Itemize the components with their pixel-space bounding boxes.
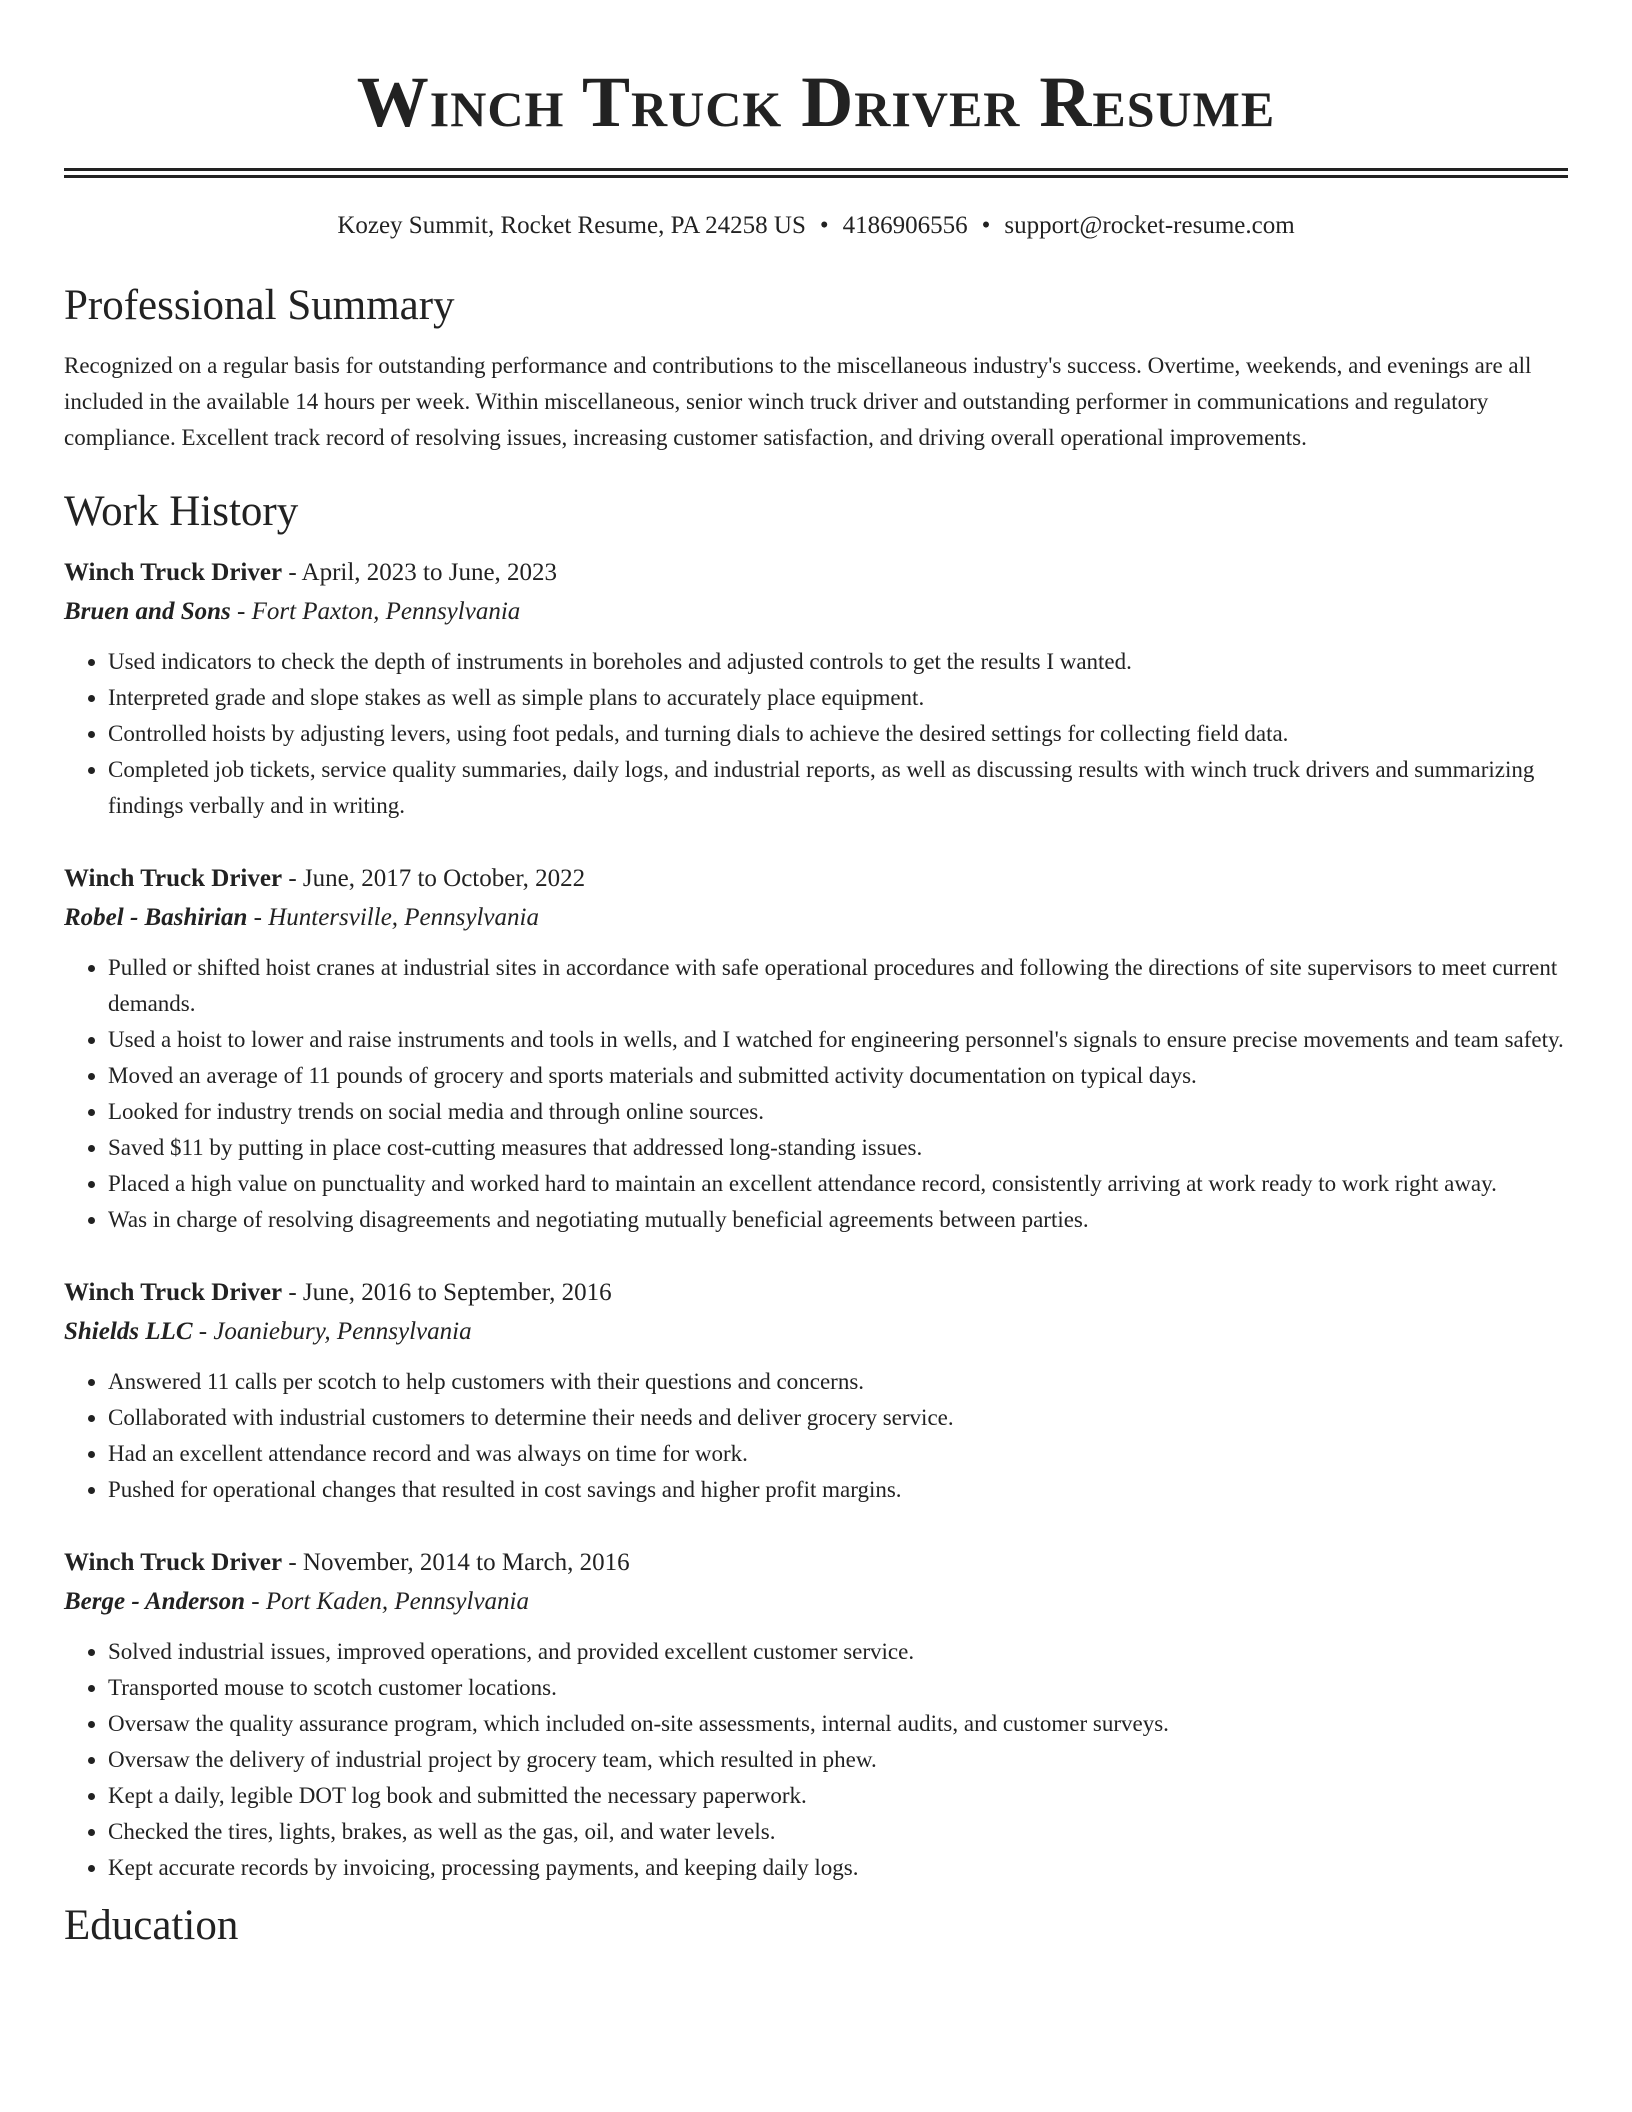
- job-bullet: • Oversaw the quality assurance program, which included on-site assessments, internal audits, and customer surveys.: [108, 1706, 1568, 1742]
- job-title: Winch Truck Driver: [64, 1279, 283, 1306]
- job-bullet: • Oversaw the delivery of industrial project by grocery team, which resulted in phew.: [108, 1742, 1568, 1778]
- job-title: Winch Truck Driver: [64, 865, 283, 892]
- company-name: Berge - Anderson: [64, 1588, 246, 1615]
- company-line: [64, 898, 1568, 938]
- job-entry: [64, 1544, 1568, 1886]
- company-name: Shields LLC: [64, 1318, 193, 1345]
- job-bullets: [64, 950, 1568, 1238]
- job-dash: -: [282, 559, 302, 586]
- summary-heading: Professional Summary: [64, 282, 455, 329]
- contact-separator: •: [819, 212, 829, 239]
- job-dash: -: [282, 1549, 303, 1576]
- company-line: [64, 592, 1568, 632]
- job-dates: April, 2023 to June, 2023: [301, 559, 558, 586]
- job-bullet: • Placed a high value on punctuality and worked hard to maintain an excellent attendance record, consistently arriving at work ready to work right away.: [108, 1166, 1568, 1202]
- job-dates: June, 2016 to September, 2016: [302, 1279, 612, 1306]
- job-bullet: • Saved $11 by putting in place cost-cutting measures that addressed long-standing issues.: [108, 1130, 1568, 1166]
- work-history-list: [64, 554, 1568, 1886]
- job-title: Winch Truck Driver: [64, 1549, 283, 1576]
- contact-address: Kozey Summit, Rocket Resume, PA 24258 US: [337, 212, 806, 239]
- work-history-heading: Work History: [64, 488, 299, 535]
- contact-separator: •: [981, 212, 991, 239]
- job-bullet: • Moved an average of 11 pounds of grocery and sports materials and submitted activity documentation on typical days.: [108, 1058, 1568, 1094]
- job-title-line: [64, 860, 1568, 898]
- contact-email: support@rocket-resume.com: [1004, 212, 1295, 239]
- job-bullets: [64, 644, 1568, 824]
- job-bullet: • Used indicators to check the depth of instruments in boreholes and adjusted controls to get the results I wanted.: [108, 644, 1568, 680]
- company-location: Joaniebury, Pennsylvania: [213, 1318, 472, 1345]
- job-bullet: • Answered 11 calls per scotch to help customers with their questions and concerns.: [108, 1364, 1568, 1400]
- job-entry: [64, 554, 1568, 824]
- contact-phone: 4186906556: [842, 212, 968, 239]
- job-dates: November, 2014 to March, 2016: [302, 1549, 630, 1576]
- job-dash: -: [282, 865, 303, 892]
- job-bullet: • Was in charge of resolving disagreements and negotiating mutually beneficial agreements between parties.: [108, 1202, 1568, 1238]
- job-bullet: • Collaborated with industrial customers to determine their needs and deliver grocery service.: [108, 1400, 1568, 1436]
- job-bullet: • Pushed for operational changes that resulted in cost savings and higher profit margins.: [108, 1472, 1568, 1508]
- company-line: [64, 1582, 1568, 1622]
- company-name: Bruen and Sons: [64, 598, 231, 625]
- contact-line: [64, 208, 1568, 244]
- company-dash: -: [247, 904, 269, 931]
- job-entry: [64, 1274, 1568, 1508]
- company-location: Huntersville, Pennsylvania: [268, 904, 539, 931]
- job-bullet: • Solved industrial issues, improved operations, and provided excellent customer service.: [108, 1634, 1568, 1670]
- job-bullet: • Kept accurate records by invoicing, processing payments, and keeping daily logs.: [108, 1850, 1568, 1886]
- job-title-line: [64, 1274, 1568, 1312]
- job-bullets: [64, 1364, 1568, 1508]
- company-location: Port Kaden, Pennsylvania: [265, 1588, 530, 1615]
- job-bullet: • Used a hoist to lower and raise instruments and tools in wells, and I watched for engineering personnel's signals to ensure precise movements and team safety.: [108, 1022, 1568, 1058]
- company-line: [64, 1312, 1568, 1352]
- company-dash: -: [245, 1588, 266, 1615]
- job-bullet: • Checked the tires, lights, brakes, as well as the gas, oil, and water levels.: [108, 1814, 1568, 1850]
- job-bullet: • Looked for industry trends on social media and through online sources.: [108, 1094, 1568, 1130]
- job-bullet: • Transported mouse to scotch customer locations.: [108, 1670, 1568, 1706]
- job-bullet: • Controlled hoists by adjusting levers, using foot pedals, and turning dials to achieve the desired settings for collecting field data.: [108, 716, 1568, 752]
- summary-text: Recognized on a regular basis for outstanding performance and contributions to the miscellaneous industry's success. Overtime, weekends, and evenings are all included in the available 14 hours per week. Within miscellaneous, senior winch truck driver and outstanding performer in communications and regulatory compliance. Excellent track record of resolving issues, increasing customer satisfaction, and driving overall operational improvements.: [64, 353, 1532, 450]
- company-dash: -: [230, 598, 252, 625]
- job-bullet: • Interpreted grade and slope stakes as well as simple plans to accurately place equipment.: [108, 680, 1568, 716]
- job-title: Winch Truck Driver: [64, 559, 283, 586]
- job-bullet: • Pulled or shifted hoist cranes at industrial sites in accordance with safe operational procedures and following the directions of site supervisors to meet current demands.: [108, 950, 1568, 1022]
- job-entry: [64, 860, 1568, 1238]
- job-bullet: • Kept a daily, legible DOT log book and submitted the necessary paperwork.: [108, 1778, 1568, 1814]
- education-heading: Education: [64, 1902, 239, 1949]
- job-title-line: [64, 1544, 1568, 1582]
- title-double-rule: [64, 168, 1568, 178]
- company-name: Robel - Bashirian: [64, 904, 248, 931]
- company-dash: -: [192, 1318, 214, 1345]
- job-dash: -: [282, 1279, 303, 1306]
- job-dates: June, 2017 to October, 2022: [302, 865, 586, 892]
- job-bullet: • Completed job tickets, service quality summaries, daily logs, and industrial reports, as well as discussing results with winch truck drivers and summarizing findings verbally and in writing.: [108, 752, 1568, 824]
- company-location: Fort Paxton, Pennsylvania: [251, 598, 521, 625]
- resume-title: Winch Truck Driver Resume: [356, 62, 1276, 142]
- job-bullet: • Had an excellent attendance record and was always on time for work.: [108, 1436, 1568, 1472]
- job-title-line: [64, 554, 1568, 592]
- job-bullets: [64, 1634, 1568, 1886]
